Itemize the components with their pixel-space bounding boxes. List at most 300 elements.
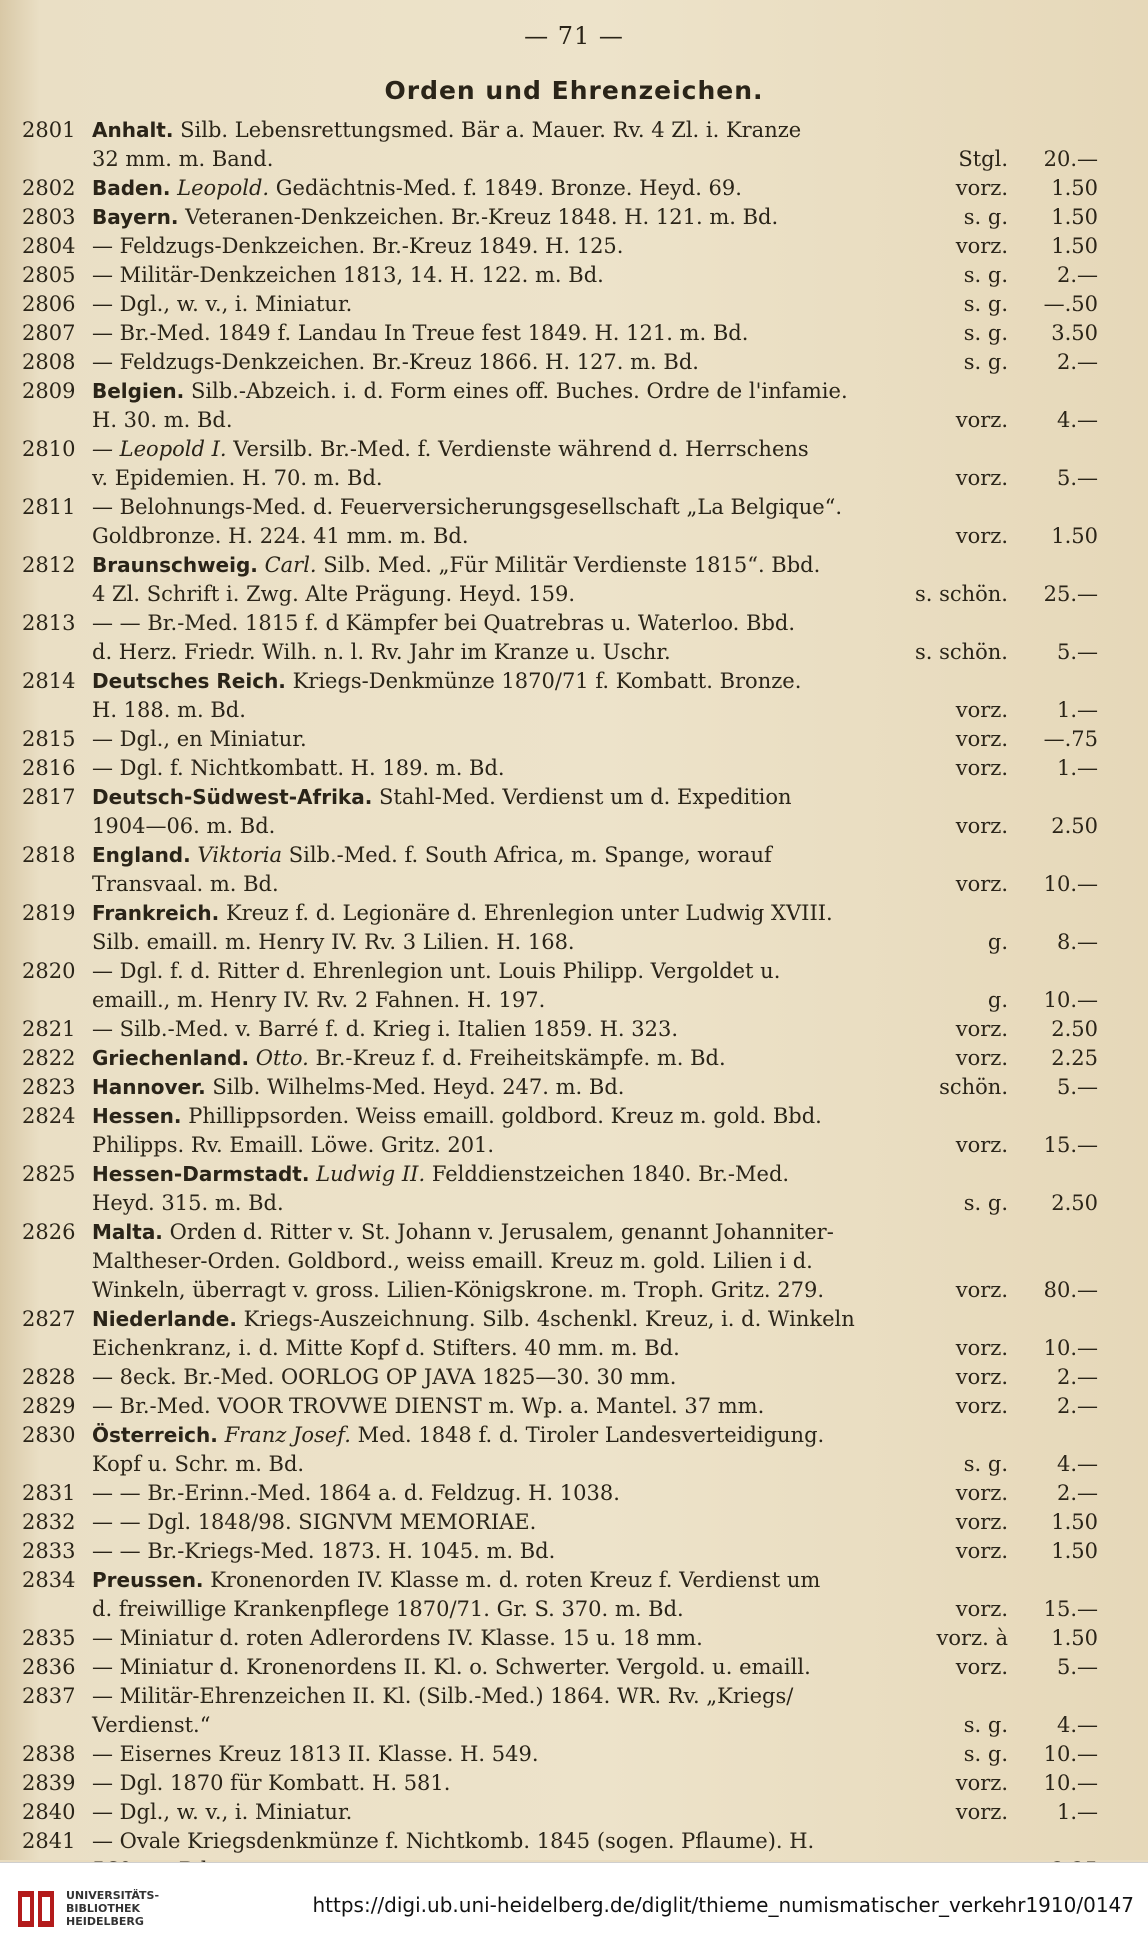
entry-line	[0, 551, 1148, 580]
description-text: emaill., m. Henry IV. Rv. 2 Fahnen. H. 197.	[92, 988, 546, 1012]
country-name: Hessen.	[92, 1104, 182, 1128]
condition-grade: vorz.	[955, 524, 1008, 548]
entry-line	[0, 1450, 1148, 1479]
condition-grade: vorz. à	[936, 1626, 1008, 1650]
entry-description	[92, 841, 772, 870]
entry-description	[92, 1566, 820, 1595]
price: 2.50	[1051, 814, 1098, 838]
country-name: Deutsches Reich.	[92, 669, 286, 693]
lot-number: 2805	[22, 263, 76, 287]
catalog-entry	[0, 725, 1148, 754]
catalog-entry	[0, 609, 1148, 667]
catalog-entry	[0, 1653, 1148, 1682]
catalog-entry	[0, 1682, 1148, 1740]
entry-line	[0, 203, 1148, 232]
price: 15.—	[1043, 1133, 1098, 1157]
library-name: UNIVERSITÄTS- BIBLIOTHEK HEIDELBERG	[66, 1889, 160, 1928]
price: 10.—	[1043, 872, 1098, 896]
description-text: — — Dgl. 1848/98. SIGNVM MEMORIAE.	[92, 1510, 537, 1534]
entry-description	[92, 1624, 703, 1653]
price: 10.—	[1043, 988, 1098, 1012]
lot-number: 2833	[22, 1539, 76, 1563]
catalog-entry	[0, 1740, 1148, 1769]
price: 15.—	[1043, 1597, 1098, 1621]
condition-grade: vorz.	[955, 1278, 1008, 1302]
price: 1.50	[1051, 234, 1098, 258]
entry-line	[0, 1276, 1148, 1305]
description-text: — — Br.-Med. 1815 f. d Kämpfer bei Quatrebras u. Waterloo. Bbd.	[92, 611, 796, 635]
price: 1.50	[1051, 1539, 1098, 1563]
entry-line	[0, 957, 1148, 986]
price: 2.50	[1051, 1191, 1098, 1215]
entry-line	[0, 1102, 1148, 1131]
entry-line	[0, 1682, 1148, 1711]
entry-description	[92, 1682, 793, 1711]
condition-grade: vorz.	[955, 727, 1008, 751]
entry-line	[0, 609, 1148, 638]
lot-number: 2831	[22, 1481, 76, 1505]
price: 1.—	[1056, 1800, 1098, 1824]
condition-grade: vorz.	[955, 1655, 1008, 1679]
description-text: — Dgl. 1870 für Kombatt. H. 581.	[92, 1771, 451, 1795]
catalog-entry	[0, 1218, 1148, 1305]
description-text: Med. 1848 f. d. Tiroler Landesverteidigung.	[357, 1423, 825, 1447]
entry-description	[92, 1537, 555, 1566]
entry-description	[92, 609, 795, 638]
entry-line	[0, 638, 1148, 667]
description-text: d. freiwillige Krankenpflege 1870/71. Gr. S. 370. m. Bd.	[92, 1597, 684, 1621]
description-text: — Dgl. f. d. Ritter d. Ehrenlegion unt. Louis Philipp. Vergoldet u.	[92, 959, 781, 983]
entry-line	[0, 1740, 1148, 1769]
entry-description	[92, 551, 820, 580]
condition-grade: vorz.	[955, 1336, 1008, 1360]
entry-line	[0, 1479, 1148, 1508]
entry-description	[92, 1827, 814, 1856]
entry-line	[0, 1131, 1148, 1160]
description-text: Stahl-Med. Verdienst um d. Expedition	[379, 785, 792, 809]
description-text: Silb. emaill. m. Henry IV. Rv. 3 Lilien. H. 168.	[92, 930, 575, 954]
lot-number: 2801	[22, 118, 76, 142]
entry-line	[0, 754, 1148, 783]
description-text: — Belohnungs-Med. d. Feuerversicherungsgesellschaft „La Belgique“.	[92, 495, 843, 519]
lot-number: 2816	[22, 756, 76, 780]
country-name: Griechenland.	[92, 1046, 250, 1070]
country-name: Niederlande.	[92, 1307, 237, 1331]
entry-description	[92, 957, 780, 986]
entry-line	[0, 986, 1148, 1015]
entry-line	[0, 348, 1148, 377]
catalog-entry	[0, 841, 1148, 899]
entry-description	[92, 1218, 834, 1247]
lot-number: 2822	[22, 1046, 76, 1070]
price: 10.—	[1043, 1742, 1098, 1766]
description-text: Kronenorden IV. Klasse m. d. roten Kreuz f. Verdienst um	[210, 1568, 821, 1592]
description-text: Maltheser-Orden. Goldbord., weiss emaill. Kreuz m. gold. Lilien i d.	[92, 1249, 813, 1273]
condition-grade: vorz.	[955, 1394, 1008, 1418]
price: 2.—	[1056, 1365, 1098, 1389]
entry-description	[92, 1769, 450, 1798]
catalog-entry	[0, 551, 1148, 609]
lot-number: 2813	[22, 611, 76, 635]
country-name: Hessen-Darmstadt.	[92, 1162, 310, 1186]
entry-line	[0, 928, 1148, 957]
catalog-entry	[0, 1798, 1148, 1827]
condition-grade: s. g.	[963, 292, 1008, 316]
ruler-name: — Leopold I.	[92, 437, 227, 461]
price: 2.—	[1056, 263, 1098, 287]
description-text: — Dgl., w. v., i. Miniatur.	[92, 292, 353, 316]
description-text: Gedächtnis-Med. f. 1849. Bronze. Heyd. 69.	[275, 176, 742, 200]
condition-grade: schön.	[939, 1075, 1008, 1099]
catalog-entry	[0, 1566, 1148, 1624]
description-text: Br.-Kreuz f. d. Freiheitskämpfe. m. Bd.	[315, 1046, 726, 1070]
catalog-entry	[0, 493, 1148, 551]
catalog-entry	[0, 1015, 1148, 1044]
description-text: Silb.-Med. f. South Africa, m. Spange, worauf	[288, 843, 772, 867]
entry-description	[92, 1189, 284, 1218]
price: 10.—	[1043, 1771, 1098, 1795]
entry-description	[92, 174, 742, 203]
lot-number: 2815	[22, 727, 76, 751]
price: 1.50	[1051, 176, 1098, 200]
condition-grade: s. schön.	[914, 640, 1008, 664]
entry-description	[92, 319, 748, 348]
description-text: v. Epidemien. H. 70. m. Bd.	[92, 466, 383, 490]
price: 1.50	[1051, 1626, 1098, 1650]
entry-line	[0, 1334, 1148, 1363]
lot-number: 2810	[22, 437, 76, 461]
university-library-logo-icon	[12, 1883, 60, 1935]
entry-line	[0, 1769, 1148, 1798]
description-text: H. 30. m. Bd.	[92, 408, 233, 432]
entry-line	[0, 522, 1148, 551]
price: 1.50	[1051, 1510, 1098, 1534]
description-text: — — Br.-Kriegs-Med. 1873. H. 1045. m. Bd.	[92, 1539, 556, 1563]
catalog-entry	[0, 1044, 1148, 1073]
description-text: — 8eck. Br.-Med. OORLOG OP JAVA 1825—30. 30 mm.	[92, 1365, 677, 1389]
country-name: Anhalt.	[92, 118, 174, 142]
entry-line	[0, 1537, 1148, 1566]
description-text: 32 mm. m. Band.	[92, 147, 274, 171]
catalog-entry	[0, 899, 1148, 957]
lot-number: 2839	[22, 1771, 76, 1795]
lot-number: 2804	[22, 234, 76, 258]
price: 5.—	[1056, 1655, 1098, 1679]
country-name: Deutsch-Südwest-Afrika.	[92, 785, 373, 809]
price: 3.50	[1051, 321, 1098, 345]
description-text: — Feldzugs-Denkzeichen. Br.-Kreuz 1849. H. 125.	[92, 234, 624, 258]
description-text: Transvaal. m. Bd.	[92, 872, 279, 896]
description-text: — Miniatur d. roten Adlerordens IV. Klasse. 15 u. 18 mm.	[92, 1626, 703, 1650]
entry-line	[0, 1218, 1148, 1247]
entry-line	[0, 1624, 1148, 1653]
entry-description	[92, 145, 273, 174]
entry-line	[0, 1305, 1148, 1334]
entry-line	[0, 696, 1148, 725]
ruler-name: Leopold.	[177, 176, 270, 200]
entry-line	[0, 899, 1148, 928]
lot-number: 2838	[22, 1742, 76, 1766]
description-text: 4 Zl. Schrift i. Zwg. Alte Prägung. Heyd. 159.	[92, 582, 575, 606]
entry-line	[0, 1363, 1148, 1392]
condition-grade: vorz.	[955, 872, 1008, 896]
entry-description	[92, 928, 575, 957]
lot-number: 2837	[22, 1684, 76, 1708]
price: 4.—	[1056, 408, 1098, 432]
entry-description	[92, 754, 505, 783]
description-text: — Ovale Kriegsdenkmünze f. Nichtkomb. 1845 (sogen. Pflaume). H.	[92, 1829, 815, 1853]
lot-number: 2830	[22, 1423, 76, 1447]
condition-grade: s. schön.	[914, 582, 1008, 606]
entry-line	[0, 841, 1148, 870]
entry-description	[92, 1450, 304, 1479]
description-text: Kreuz f. d. Legionäre d. Ehrenlegion unter Ludwig XVIII.	[225, 901, 833, 925]
description-text: H. 188. m. Bd.	[92, 698, 246, 722]
entry-description	[92, 725, 307, 754]
entry-description	[92, 203, 778, 232]
description-text: Goldbronze. H. 224. 41 mm. m. Bd.	[92, 524, 469, 548]
lot-number: 2821	[22, 1017, 76, 1041]
description-text: — Dgl., w. v., i. Miniatur.	[92, 1800, 353, 1824]
lot-number: 2802	[22, 176, 76, 200]
description-text: — Eisernes Kreuz 1813 II. Klasse. H. 549.	[92, 1742, 539, 1766]
condition-grade: s. g.	[963, 1191, 1008, 1215]
condition-grade: vorz.	[955, 1046, 1008, 1070]
description-text: Silb. Wilhelms-Med. Heyd. 247. m. Bd.	[212, 1075, 625, 1099]
lot-number: 2809	[22, 379, 76, 403]
entry-description	[92, 580, 575, 609]
description-text: Kriegs-Auszeichnung. Silb. 4schenkl. Kreuz, i. d. Winkeln	[243, 1307, 855, 1331]
entry-description	[92, 1392, 764, 1421]
ruler-name: Viktoria	[197, 843, 283, 867]
condition-grade: s. g.	[963, 1452, 1008, 1476]
description-text: Eichenkranz, i. d. Mitte Kopf d. Stifters. 40 mm. m. Bd.	[92, 1336, 680, 1360]
ruler-name: Franz Josef.	[224, 1423, 351, 1447]
lot-number: 2811	[22, 495, 76, 519]
lot-number: 2840	[22, 1800, 76, 1824]
entry-description	[92, 812, 275, 841]
description-text: — Feldzugs-Denkzeichen. Br.-Kreuz 1866. H. 127. m. Bd.	[92, 350, 699, 374]
entry-description	[92, 1740, 539, 1769]
ruler-name: Ludwig II.	[316, 1162, 426, 1186]
lot-number: 2808	[22, 350, 76, 374]
catalog-entry	[0, 1624, 1148, 1653]
description-text: Philipps. Rv. Emaill. Löwe. Gritz. 201.	[92, 1133, 495, 1157]
entry-description	[92, 348, 699, 377]
entry-line	[0, 1508, 1148, 1537]
section-heading: Orden und Ehrenzeichen.	[384, 76, 764, 105]
catalog-entry	[0, 203, 1148, 232]
description-text: Kopf u. Schr. m. Bd.	[92, 1452, 305, 1476]
lot-number: 2824	[22, 1104, 76, 1128]
description-text: Felddienstzeichen 1840. Br.-Med.	[431, 1162, 790, 1186]
entry-line	[0, 667, 1148, 696]
entry-description	[92, 493, 842, 522]
entry-description	[92, 464, 383, 493]
description-text: — Dgl. f. Nichtkombatt. H. 189. m. Bd.	[92, 756, 505, 780]
lot-number: 2818	[22, 843, 76, 867]
description-text: Verdienst.“	[92, 1713, 211, 1737]
description-text: Versilb. Br.-Med. f. Verdienste während d. Herrschens	[233, 437, 809, 461]
country-name: Preussen.	[92, 1568, 204, 1592]
catalog-entry	[0, 1102, 1148, 1160]
condition-grade: vorz.	[955, 1133, 1008, 1157]
condition-grade: vorz.	[955, 1800, 1008, 1824]
lot-number: 2823	[22, 1075, 76, 1099]
entry-line	[0, 783, 1148, 812]
entry-description	[92, 1653, 811, 1682]
condition-grade: vorz.	[955, 1510, 1008, 1534]
lot-number: 2826	[22, 1220, 76, 1244]
entry-description	[92, 261, 604, 290]
description-text: — Militär-Denkzeichen 1813, 14. H. 122. m. Bd.	[92, 263, 604, 287]
price: —.50	[1043, 292, 1098, 316]
catalog-entry	[0, 290, 1148, 319]
entry-description	[92, 1508, 536, 1537]
condition-grade: vorz.	[955, 698, 1008, 722]
lot-number: 2812	[22, 553, 76, 577]
country-name: Braunschweig.	[92, 553, 258, 577]
catalog-entry	[0, 174, 1148, 203]
condition-grade: s. g.	[963, 205, 1008, 229]
entry-description	[92, 1363, 676, 1392]
price: 1.—	[1056, 756, 1098, 780]
ruler-name: Carl.	[264, 553, 317, 577]
entry-description	[92, 1073, 624, 1102]
description-text: — Br.-Med. 1849 f. Landau In Treue fest 1849. H. 121. m. Bd.	[92, 321, 749, 345]
price: 8.—	[1056, 930, 1098, 954]
entry-line	[0, 1015, 1148, 1044]
entry-line	[0, 377, 1148, 406]
catalog-entry	[0, 1537, 1148, 1566]
entry-description	[92, 1102, 822, 1131]
country-name: Malta.	[92, 1220, 163, 1244]
lot-number: 2829	[22, 1394, 76, 1418]
catalog-entry	[0, 377, 1148, 435]
catalog-entry	[0, 754, 1148, 783]
condition-grade: vorz.	[955, 466, 1008, 490]
catalog-entry	[0, 261, 1148, 290]
catalog-entry	[0, 1769, 1148, 1798]
lot-number: 2834	[22, 1568, 76, 1592]
entry-description	[92, 232, 623, 261]
entry-description	[92, 1015, 678, 1044]
description-text: Kriegs-Denkmünze 1870/71 f. Kombatt. Bronze.	[292, 669, 802, 693]
permalink-url[interactable]: https://digi.ub.uni-heidelberg.de/diglit/thieme_numismatischer_verkehr1910/0147	[312, 1893, 1134, 1917]
entry-line	[0, 1421, 1148, 1450]
country-name: Baden.	[92, 176, 171, 200]
price: 1.—	[1056, 698, 1098, 722]
condition-grade: g.	[987, 988, 1008, 1012]
viewer-footer	[0, 1862, 1148, 1954]
price: 2.—	[1056, 1394, 1098, 1418]
price: 4.—	[1056, 1713, 1098, 1737]
entry-line	[0, 580, 1148, 609]
price: —.75	[1043, 727, 1098, 751]
condition-grade: vorz.	[955, 1481, 1008, 1505]
description-text: 1904—06. m. Bd.	[92, 814, 276, 838]
condition-grade: s. g.	[963, 321, 1008, 345]
condition-grade: s. g.	[963, 263, 1008, 287]
catalog-entry	[0, 1421, 1148, 1479]
entry-line	[0, 493, 1148, 522]
price: 5.—	[1056, 640, 1098, 664]
entry-line	[0, 1595, 1148, 1624]
description-text: Silb. Lebensrettungsmed. Bär a. Mauer. Rv. 4 Zl. i. Kranze	[180, 118, 802, 142]
country-name: England.	[92, 843, 191, 867]
entry-description	[92, 435, 809, 464]
entry-line	[0, 1160, 1148, 1189]
catalog-entry	[0, 957, 1148, 1015]
entry-description	[92, 1421, 824, 1450]
price: 2.25	[1051, 1046, 1098, 1070]
entry-line	[0, 145, 1148, 174]
catalog-entry	[0, 1508, 1148, 1537]
entry-line	[0, 1247, 1148, 1276]
entry-description	[92, 1711, 210, 1740]
price: 80.—	[1043, 1278, 1098, 1302]
catalog-entries	[0, 116, 1148, 1885]
condition-grade: vorz.	[955, 1017, 1008, 1041]
entry-line	[0, 725, 1148, 754]
price: 10.—	[1043, 1336, 1098, 1360]
entry-line	[0, 406, 1148, 435]
price: 1.50	[1051, 205, 1098, 229]
condition-grade: vorz.	[955, 1365, 1008, 1389]
description-text: — Silb.-Med. v. Barré f. d. Krieg i. Italien 1859. H. 323.	[92, 1017, 679, 1041]
condition-grade: vorz.	[955, 756, 1008, 780]
lot-number: 2827	[22, 1307, 76, 1331]
condition-grade: s. g.	[963, 1742, 1008, 1766]
entry-line	[0, 1044, 1148, 1073]
entry-line	[0, 319, 1148, 348]
entry-description	[92, 986, 545, 1015]
price: 1.50	[1051, 524, 1098, 548]
catalog-entry	[0, 1305, 1148, 1363]
entry-line	[0, 1189, 1148, 1218]
price: 20.—	[1043, 147, 1098, 171]
description-text: Orden d. Ritter v. St. Johann v. Jerusalem, genannt Johanniter-	[169, 1220, 834, 1244]
entry-description	[92, 1798, 352, 1827]
entry-line	[0, 1653, 1148, 1682]
lot-number: 2819	[22, 901, 76, 925]
price: 25.—	[1043, 582, 1098, 606]
entry-description	[92, 696, 246, 725]
entry-description	[92, 406, 233, 435]
price: 5.—	[1056, 466, 1098, 490]
condition-grade: vorz.	[955, 1771, 1008, 1795]
entry-description	[92, 1305, 855, 1334]
entry-line	[0, 232, 1148, 261]
price: 4.—	[1056, 1452, 1098, 1476]
condition-grade: vorz.	[955, 1597, 1008, 1621]
entry-description	[92, 667, 801, 696]
entry-line	[0, 464, 1148, 493]
description-text: Heyd. 315. m. Bd.	[92, 1191, 284, 1215]
lot-number: 2835	[22, 1626, 76, 1650]
catalog-entry	[0, 1363, 1148, 1392]
country-name: Frankreich.	[92, 901, 220, 925]
condition-grade: s. g.	[963, 1713, 1008, 1737]
entry-line	[0, 870, 1148, 899]
entry-description	[92, 116, 801, 145]
lot-number: 2836	[22, 1655, 76, 1679]
catalog-entry	[0, 116, 1148, 174]
condition-grade: vorz.	[955, 814, 1008, 838]
description-text: — Miniatur d. Kronenordens II. Kl. o. Schwerter. Vergold. u. emaill.	[92, 1655, 811, 1679]
entry-line	[0, 174, 1148, 203]
description-text: — Br.-Med. VOOR TROVWE DIENST m. Wp. a. Mantel. 37 mm.	[92, 1394, 765, 1418]
